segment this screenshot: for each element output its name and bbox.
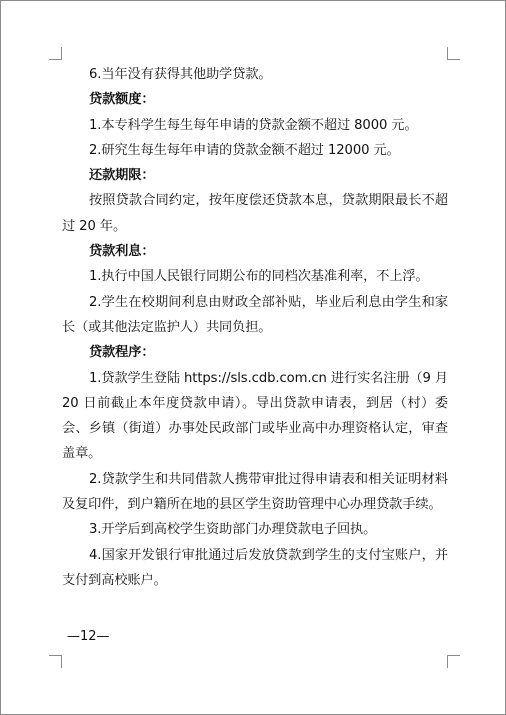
paragraph-graduate-limit: 2.研究生每生每年申请的贷款金额不超过 12000 元。 <box>89 142 400 158</box>
heading-repayment-term: 还款期限： <box>89 168 155 184</box>
paragraph-procedure-disburse: 4.国家开发银行审批通过后发放贷款到学生的支付宝账户，并支付到高校账户。 <box>62 547 448 588</box>
paragraph-benchmark-rate: 1.执行中国人民银行同期公布的同档次基准利率，不上浮。 <box>89 269 429 285</box>
crop-mark-bottom-right <box>447 655 460 668</box>
crop-mark-top-right <box>447 47 460 60</box>
crop-mark-bottom-left <box>49 655 62 668</box>
paragraph-procedure-apply: 2.贷款学生和共同借款人携带审批过得申请表和相关证明材料及复印件，到户籍所在地的县区学生资助管理中心办理贷款手续。 <box>62 471 448 513</box>
page-number: —12— <box>67 629 110 644</box>
heading-loan-amount: 贷款额度： <box>89 92 155 108</box>
paragraph-procedure-receipt: 3.开学后到高校学生资助部门办理贷款电子回执。 <box>89 522 377 538</box>
document-body <box>62 62 448 593</box>
paragraph-undergrad-limit: 1.本专科学生每生每年申请的贷款金额不超过 8000 元。 <box>89 117 418 133</box>
crop-mark-top-left <box>49 47 62 60</box>
paragraph-repayment-term: 按照贷款合同约定，按年度偿还贷款本息，贷款期限最长不超过 20 年。 <box>62 193 448 234</box>
heading-loan-procedure: 贷款程序： <box>89 345 155 361</box>
paragraph-interest-subsidy: 2.学生在校期间利息由财政全部补贴，毕业后利息由学生和家长（或其他法定监护人）共同负担。 <box>62 294 448 335</box>
paragraph-procedure-register: 1.贷款学生登陆 https://sls.cdb.com.cn 进行实名注册（9 月 20 日前截止本年度贷款申请）。导出贷款申请表，到居（村）委会、乡镇（街道）办事处民政部门或毕业高中办理资格认定，审查盖章。 <box>62 370 448 462</box>
paragraph-no-other-loan: 6.当年没有获得其他助学贷款。 <box>89 67 272 82</box>
heading-loan-interest: 贷款利息： <box>89 244 155 260</box>
